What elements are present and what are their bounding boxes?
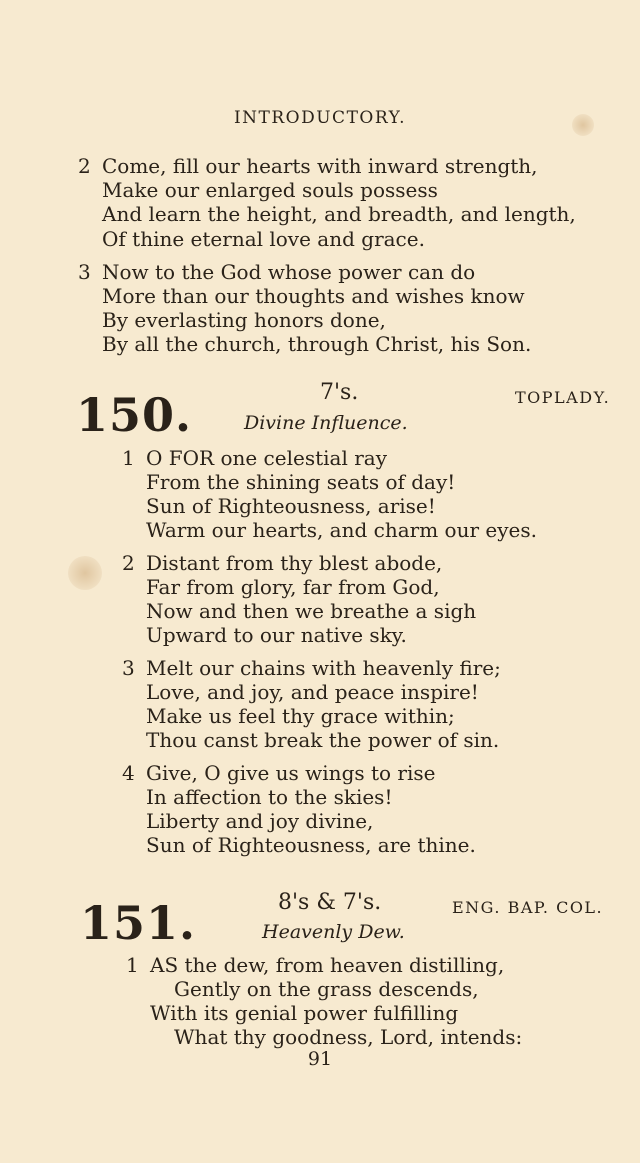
- hymn-title: Heavenly Dew.: [262, 921, 405, 943]
- verse-number: 2: [78, 154, 91, 178]
- verse-number: 1: [126, 953, 139, 977]
- verse-line: Liberty and joy divine,: [146, 809, 374, 833]
- verse-number: 4: [122, 761, 135, 785]
- verse-line: Gently on the grass descends,: [174, 977, 479, 1001]
- hymn-number: 150.: [76, 388, 193, 442]
- verse-line: In affection to the skies!: [146, 785, 393, 809]
- verse-line: Make our enlarged souls possess: [102, 178, 438, 202]
- verse-line: Distant from thy blest abode,: [146, 551, 443, 575]
- page-number: 91: [307, 1048, 333, 1070]
- hymn-author: TOPLADY.: [515, 388, 611, 407]
- verse-line: Make us feel thy grace within;: [146, 704, 455, 728]
- paper-stain: [68, 556, 102, 590]
- verse-line: Sun of Righteousness, arise!: [146, 494, 436, 518]
- hymn-author: ENG. BAP. COL.: [452, 898, 604, 917]
- verse-line: By everlasting honors done,: [102, 308, 386, 332]
- verse-line: Give, O give us wings to rise: [146, 761, 436, 785]
- verse-line: Now to the God whose power can do: [102, 260, 476, 284]
- verse-number: 3: [78, 260, 91, 284]
- verse-line: AS the dew, from heaven distilling,: [150, 953, 505, 977]
- verse-line: What thy goodness, Lord, intends:: [174, 1025, 523, 1049]
- verse-line: Come, fill our hearts with inward strength,: [102, 154, 538, 178]
- verse-line: More than our thoughts and wishes know: [102, 284, 525, 308]
- verse-line: Of thine eternal love and grace.: [102, 227, 425, 251]
- verse-line: With its genial power fulfilling: [150, 1001, 459, 1025]
- verse-line: And learn the height, and breadth, and length,: [102, 202, 576, 226]
- verse-line: Warm our hearts, and charm our eyes.: [146, 518, 537, 542]
- verse-number: 2: [122, 551, 135, 575]
- verse-line: O FOR one celestial ray: [146, 446, 387, 470]
- page-header: INTRODUCTORY.: [233, 108, 407, 128]
- verse-line: Now and then we breathe a sigh: [146, 599, 477, 623]
- hymn-number: 151.: [80, 896, 197, 950]
- verse-number: 1: [122, 446, 135, 470]
- verse-line: From the shining seats of day!: [146, 470, 456, 494]
- verse-line: Love, and joy, and peace inspire!: [146, 680, 479, 704]
- verse-line: By all the church, through Christ, his Son.: [102, 332, 532, 356]
- verse-line: Melt our chains with heavenly fire;: [146, 656, 501, 680]
- verse-line: Far from glory, far from God,: [146, 575, 440, 599]
- verse-line: Thou canst break the power of sin.: [146, 728, 500, 752]
- verse-number: 3: [122, 656, 135, 680]
- hymn-title: Divine Influence.: [244, 412, 408, 434]
- hymn-meter: 8's & 7's.: [278, 890, 382, 915]
- hymn-meter: 7's.: [320, 380, 359, 405]
- verse-line: Upward to our native sky.: [146, 623, 407, 647]
- verse-line: Sun of Righteousness, are thine.: [146, 833, 476, 857]
